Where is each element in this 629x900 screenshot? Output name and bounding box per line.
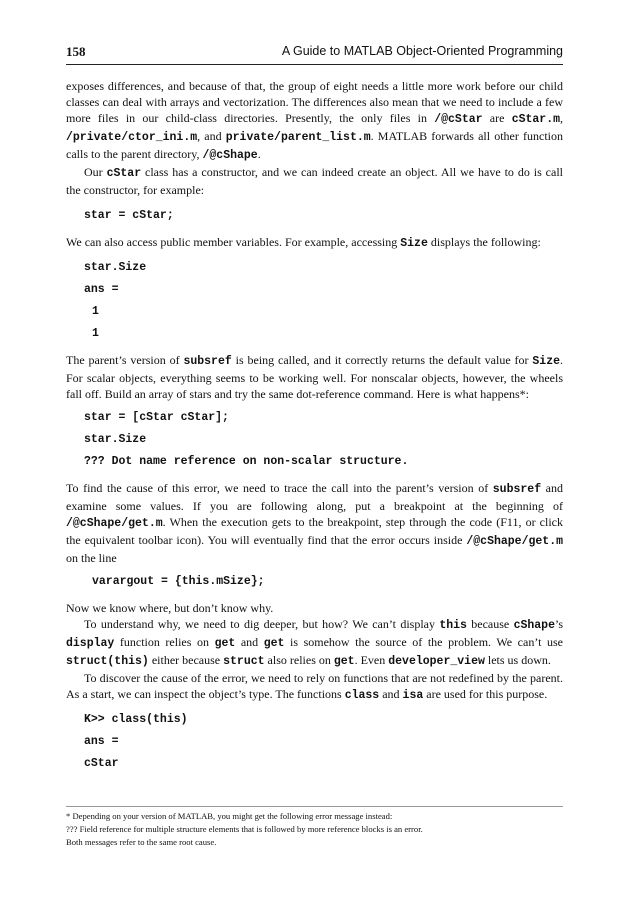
text: and — [235, 635, 264, 649]
text: . When the execution gets to the breakpoint, step through the code (F11, or click the equivalent toolbar icon). You will eventually find that the error occurs inside — [66, 515, 563, 547]
text: We can also access public member variables. For example, accessing — [66, 235, 401, 249]
code-line: 1 — [92, 327, 99, 340]
paragraph-7 — [66, 616, 563, 670]
code-line: 1 — [92, 305, 99, 318]
footnote-line: * Depending on your version of MATLAB, you might get the following error message instead: — [66, 811, 393, 821]
code-inline: display — [66, 637, 115, 650]
paragraph-3 — [66, 234, 563, 252]
code-line: varargout = {this.mSize}; — [92, 575, 265, 588]
code-line: star.Size — [84, 433, 147, 446]
text: , — [560, 111, 563, 125]
text: The parent’s version of — [66, 353, 184, 367]
page-header — [66, 44, 563, 64]
code-inline: cStar — [106, 167, 142, 180]
header-rule — [66, 64, 563, 65]
code-line: ans = — [84, 735, 119, 748]
code-inline: /private/ctor_ini.m — [66, 131, 198, 144]
code-inline: private/parent_list.m — [225, 131, 371, 144]
paragraph-2 — [66, 164, 563, 198]
text: displays the following: — [427, 235, 541, 249]
paragraph-5 — [66, 480, 563, 566]
code-inline: this — [439, 619, 467, 632]
code-inline: isa — [402, 689, 424, 702]
text: on the line — [66, 551, 117, 565]
code-inline: Size — [400, 237, 428, 250]
text: is somehow the source of the problem. We can’t use — [284, 635, 563, 649]
text: . For scalar objects, everything seems to be working well. For nonscalar objects, however, the wheels fall off. Build an array of stars and try the same dot-reference command. Here is what happens*: — [66, 353, 563, 401]
code-line: ??? Dot name reference on non-scalar structure. — [84, 455, 409, 468]
code-inline: get — [263, 637, 285, 650]
text: are used for this purpose. — [423, 687, 548, 701]
text: lets us down. — [484, 653, 551, 667]
text: is being called, and it correctly returns the default value for — [231, 353, 533, 367]
footnote-line: ??? Field reference for multiple structure elements that is followed by more reference blocks is an error. — [66, 824, 423, 834]
code-inline: /@cStar — [434, 113, 483, 126]
paragraph-4 — [66, 352, 563, 402]
code-inline: get — [333, 655, 355, 668]
paragraph-8 — [66, 670, 563, 704]
text: function relies on — [114, 635, 215, 649]
code-inline: /@cShape/get.m — [66, 517, 163, 530]
code-inline: struct — [223, 655, 265, 668]
text: and examine some values. If you are following along, put a breakpoint at the beginning of — [66, 481, 564, 513]
text: ’s — [554, 617, 563, 631]
code-inline: subsref — [492, 483, 542, 496]
code-line: ans = — [84, 283, 119, 296]
code-inline: cShape — [513, 619, 555, 632]
text: and — [379, 687, 403, 701]
text: . — [257, 147, 261, 161]
running-title: A Guide to MATLAB Object-Oriented Programming — [281, 44, 563, 58]
code-inline: struct(this) — [66, 655, 149, 668]
footnote-rule — [66, 806, 563, 807]
code-inline: /@cShape — [202, 149, 258, 162]
text: . Even — [354, 653, 389, 667]
text: exposes differences, and because of that, the group of eight needs a little more work before our child classes can deal with arrays and vectorization. The differences also mean that we need to include a few more files in our child-class directories. Presently, the only files in — [66, 79, 563, 125]
paragraph-6: Now we know where, but don’t know why. — [66, 601, 274, 615]
text: also relies on — [264, 653, 334, 667]
code-line: star = cStar; — [84, 209, 174, 222]
code-inline: /@cShape/get.m — [466, 535, 563, 548]
text: To understand why, we need to dig deeper, but how? We can’t display — [84, 617, 440, 631]
text: Our — [84, 165, 107, 179]
code-line: star = [cStar cStar]; — [84, 411, 229, 424]
footnote-line: Both messages refer to the same root cause. — [66, 837, 217, 847]
footnote — [66, 810, 563, 849]
code-inline: cStar.m — [511, 113, 560, 126]
text: , and — [197, 129, 226, 143]
code-line: K>> class(this) — [84, 713, 188, 726]
body-text — [66, 78, 563, 778]
code-line: cStar — [84, 757, 119, 770]
code-inline: class — [344, 689, 380, 702]
text: . MATLAB forwards all other function calls to the parent directory, — [66, 129, 563, 161]
text: class has a constructor, and we can indeed create an object. All we have to do is call the constructor, for example: — [66, 165, 563, 197]
page-number: 158 — [66, 44, 86, 59]
text: either because — [148, 653, 224, 667]
text: are — [482, 111, 512, 125]
text: because — [466, 617, 514, 631]
code-inline: Size — [532, 355, 560, 368]
code-inline: developer_view — [388, 655, 485, 668]
text: To discover the cause of the error, we need to rely on functions that are not redefined by the parent. As a start, we can inspect the object’s type. The functions — [66, 671, 563, 701]
code-line: star.Size — [84, 261, 147, 274]
paragraph-1 — [66, 78, 563, 164]
code-inline: subsref — [183, 355, 232, 368]
text: To find the cause of this error, we need to trace the call into the parent’s version of — [66, 481, 493, 495]
code-inline: get — [214, 637, 236, 650]
